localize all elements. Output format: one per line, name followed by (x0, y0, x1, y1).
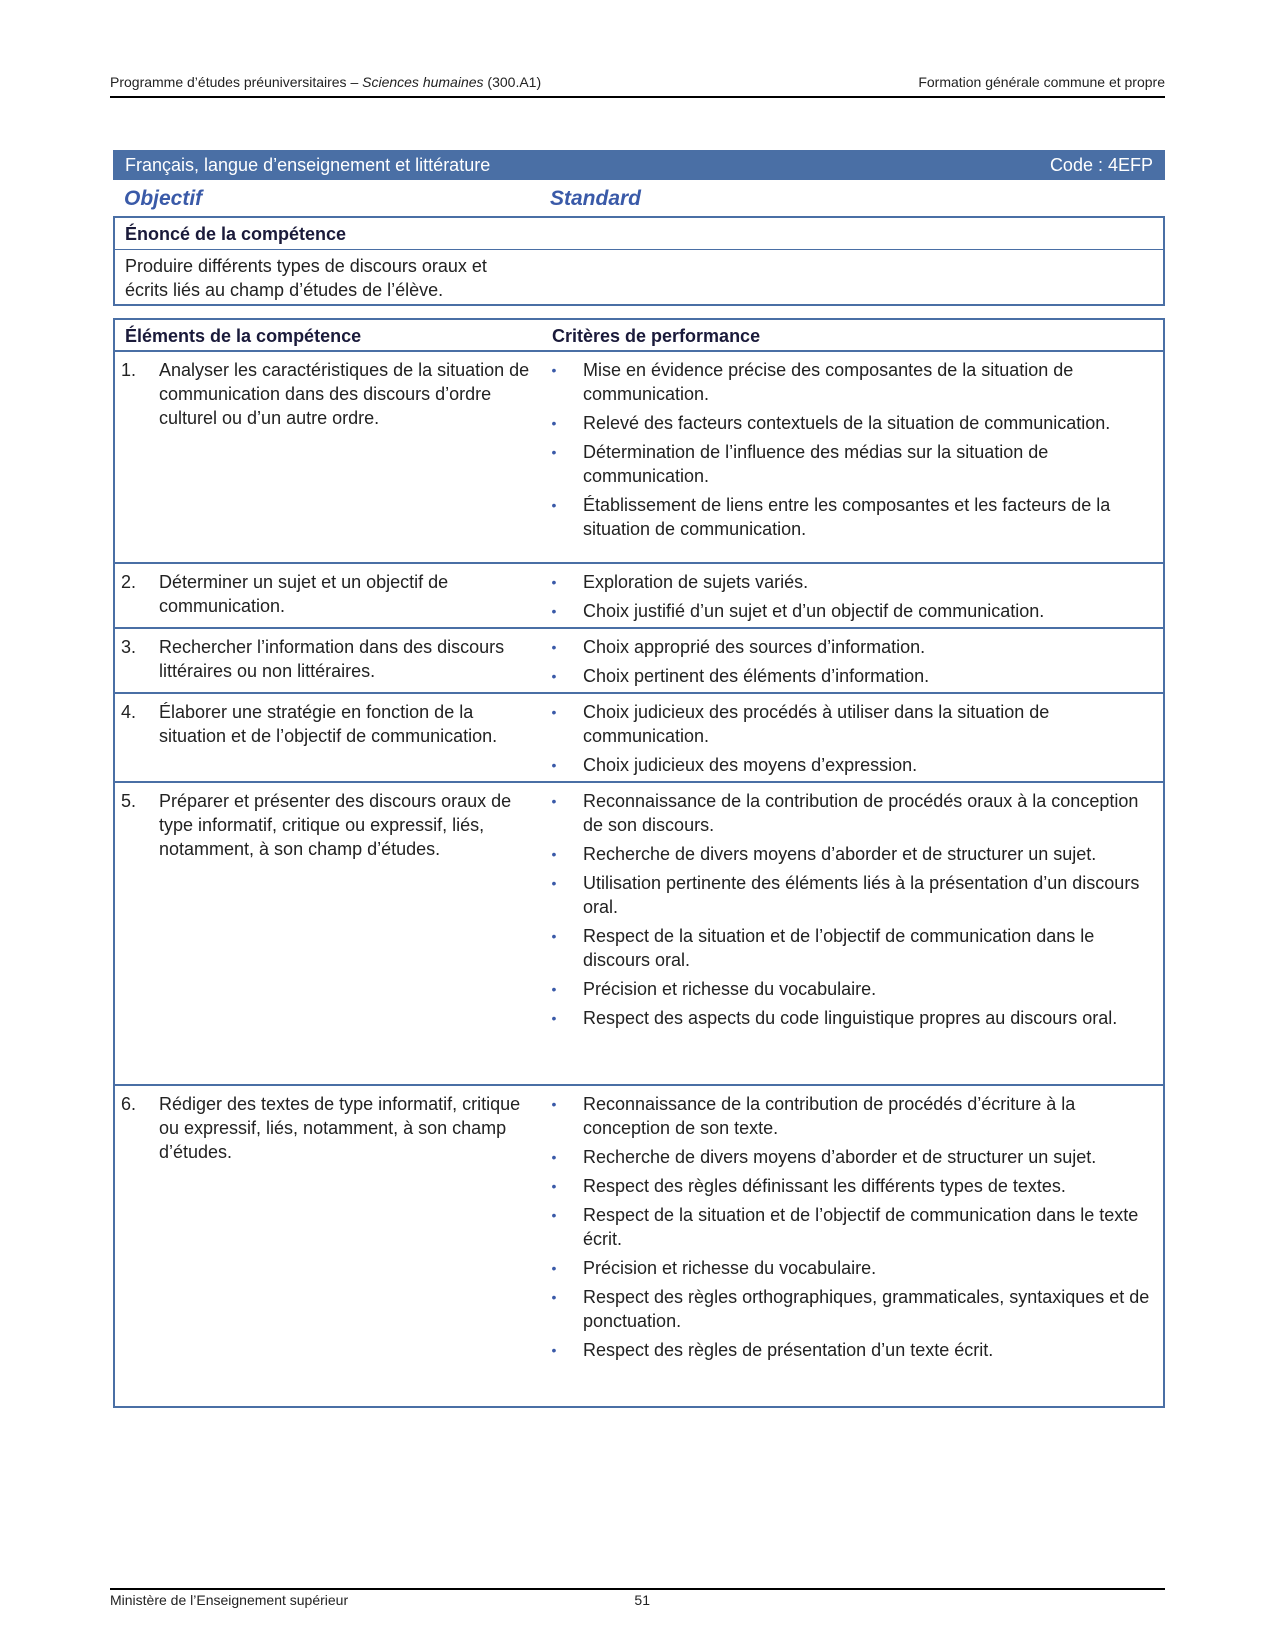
criterion-text: Détermination de l’influence des médias sur la situation de communication. (583, 442, 1049, 486)
criterion-item (547, 753, 1151, 777)
bullet-icon: • (551, 444, 557, 460)
table-row (115, 1086, 1163, 1404)
bullet-icon: • (551, 415, 557, 431)
program-name: Sciences humaines (362, 74, 484, 90)
footer-ministry: Ministère de l’Enseignement supérieur (110, 1592, 349, 1608)
element-text: Préparer et présenter des discours oraux de type informatif, critique ou expressif, liés, notamment, à son champ d’études. (159, 791, 512, 859)
bullet-icon: • (551, 1149, 557, 1165)
criterion-item (547, 1338, 1151, 1362)
criteres-heading: Critères de performance (552, 326, 761, 346)
element-number: 5. (121, 791, 137, 811)
criterion-item (547, 635, 1151, 659)
criterion-item (547, 1203, 1151, 1251)
bullet-icon: • (551, 1342, 557, 1358)
bullet-icon: • (551, 757, 557, 773)
element-cell (121, 789, 541, 861)
bullet-icon: • (551, 362, 557, 378)
element-number: 2. (121, 572, 137, 592)
criterion-item (547, 570, 1151, 594)
criterion-item (547, 1145, 1151, 1169)
criterion-item (547, 599, 1151, 623)
bullet-icon: • (551, 928, 557, 944)
bullet-icon: • (551, 1178, 557, 1194)
running-header-left (110, 74, 541, 90)
bullet-icon: • (551, 603, 557, 619)
element-cell (121, 700, 541, 748)
criterion-text: Respect des règles définissant les différents types de textes. (583, 1176, 1066, 1196)
element-cell (121, 570, 541, 618)
bullet-icon: • (551, 846, 557, 862)
bullet-icon: • (551, 875, 557, 891)
criterion-item (547, 1006, 1151, 1030)
bullet-icon: • (551, 668, 557, 684)
criterion-item (547, 871, 1151, 919)
criterion-text: Mise en évidence précise des composantes de la situation de communication. (583, 360, 1074, 404)
program-prefix: Programme d’études préuniversitaires – (110, 74, 363, 90)
table-row (115, 564, 1163, 629)
criterion-item (547, 977, 1151, 1001)
bullet-icon: • (551, 1289, 557, 1305)
criterion-text: Respect des règles orthographiques, grammaticales, syntaxiques et de ponctuation. (583, 1287, 1150, 1331)
criteria-list (547, 635, 1151, 693)
criterion-text: Choix judicieux des procédés à utiliser dans la situation de communication. (583, 702, 1050, 746)
element-number: 4. (121, 702, 137, 722)
criterion-text: Respect de la situation et de l’objectif de communication dans le discours oral. (583, 926, 1095, 970)
criterion-text: Respect des aspects du code linguistique propres au discours oral. (583, 1008, 1118, 1028)
course-title: Français, langue d’enseignement et littérature (125, 154, 491, 175)
bullet-icon: • (551, 704, 557, 720)
bullet-icon: • (551, 639, 557, 655)
criterion-item (547, 1285, 1151, 1333)
criterion-item (547, 411, 1151, 435)
criterion-text: Exploration de sujets variés. (583, 572, 809, 592)
table-row (115, 694, 1163, 783)
criterion-text: Reconnaissance de la contribution de procédés d’écriture à la conception de son texte. (583, 1094, 1076, 1138)
running-header (110, 74, 1165, 90)
criteria-list (547, 570, 1151, 628)
table-header (115, 320, 1163, 352)
criterion-text: Choix judicieux des moyens d’expression. (583, 755, 918, 775)
footer-rule (110, 1588, 1165, 1590)
criterion-text: Choix justifié d’un sujet et d’un objectif de communication. (583, 601, 1045, 621)
criterion-item (547, 924, 1151, 972)
page-footer (110, 1592, 650, 1608)
criterion-text: Recherche de divers moyens d’aborder et de structurer un sujet. (583, 844, 1097, 864)
criterion-item (547, 358, 1151, 406)
criterion-text: Précision et richesse du vocabulaire. (583, 979, 877, 999)
element-text: Analyser les caractéristiques de la situation de communication dans des discours d’ordre culturel ou d’un autre ordre. (159, 360, 530, 428)
criterion-item (547, 440, 1151, 488)
element-cell (121, 1092, 541, 1164)
criteria-list (547, 358, 1151, 546)
objectif-standard-row (113, 184, 1165, 214)
table-row (115, 352, 1163, 564)
bullet-icon: • (551, 1096, 557, 1112)
element-text: Déterminer un sujet et un objectif de communication. (159, 572, 449, 616)
bullet-icon: • (551, 793, 557, 809)
criterion-item (547, 1174, 1151, 1198)
table-row (115, 783, 1163, 1086)
course-code: Code : 4EFP (1049, 154, 1153, 175)
criterion-item (547, 493, 1151, 541)
criterion-text: Reconnaissance de la contribution de procédés oraux à la conception de son discours. (583, 791, 1139, 835)
criterion-text: Respect de la situation et de l’objectif de communication dans le texte écrit. (583, 1205, 1139, 1249)
header-rule (110, 96, 1165, 98)
standard-heading: Standard (550, 187, 642, 210)
criterion-item (547, 700, 1151, 748)
criterion-text: Recherche de divers moyens d’aborder et de structurer un sujet. (583, 1147, 1097, 1167)
element-cell (121, 358, 541, 430)
bullet-icon: • (551, 574, 557, 590)
criterion-text: Choix approprié des sources d’information. (583, 637, 926, 657)
criterion-item (547, 789, 1151, 837)
criterion-item (547, 1256, 1151, 1280)
enonce-box (113, 216, 1165, 306)
criterion-text: Relevé des facteurs contextuels de la situation de communication. (583, 413, 1111, 433)
course-title-bar (113, 150, 1165, 180)
criterion-text: Respect des règles de présentation d’un texte écrit. (583, 1340, 994, 1360)
objectif-heading: Objectif (124, 187, 203, 210)
criteria-list (547, 789, 1151, 1035)
bullet-icon: • (551, 1010, 557, 1026)
element-number: 6. (121, 1094, 137, 1114)
criterion-text: Utilisation pertinente des éléments liés à la présentation d’un discours oral. (583, 873, 1140, 917)
bullet-icon: • (551, 1207, 557, 1223)
competence-table (113, 318, 1165, 1408)
criterion-text: Établissement de liens entre les composantes et les facteurs de la situation de communication. (583, 495, 1111, 539)
element-number: 3. (121, 637, 137, 657)
elements-heading: Éléments de la compétence (125, 326, 362, 346)
program-code: (300.A1) (483, 74, 542, 90)
bullet-icon: • (551, 1260, 557, 1276)
element-text: Élaborer une stratégie en fonction de la situation et de l’objectif de communication. (159, 702, 498, 746)
element-number: 1. (121, 360, 137, 380)
bullet-icon: • (551, 981, 557, 997)
criteria-list (547, 700, 1151, 782)
element-cell (121, 635, 541, 683)
bullet-icon: • (551, 497, 557, 513)
element-text: Rédiger des textes de type informatif, critique ou expressif, liés, notamment, à son champ d’études. (159, 1094, 521, 1162)
criterion-text: Précision et richesse du vocabulaire. (583, 1258, 877, 1278)
enonce-text: Produire différents types de discours oraux et écrits liés au champ d’études de l’élève. (125, 256, 487, 300)
criterion-item (547, 842, 1151, 866)
criteria-list (547, 1092, 1151, 1367)
page-number: 51 (634, 1592, 650, 1608)
element-text: Rechercher l’information dans des discours littéraires ou non littéraires. (159, 637, 505, 681)
table-row (115, 629, 1163, 694)
running-header-right: Formation générale commune et propre (918, 74, 1165, 90)
enonce-heading: Énoncé de la compétence (115, 218, 1163, 250)
criterion-item (547, 664, 1151, 688)
criterion-item (547, 1092, 1151, 1140)
criterion-text: Choix pertinent des éléments d’information. (583, 666, 930, 686)
